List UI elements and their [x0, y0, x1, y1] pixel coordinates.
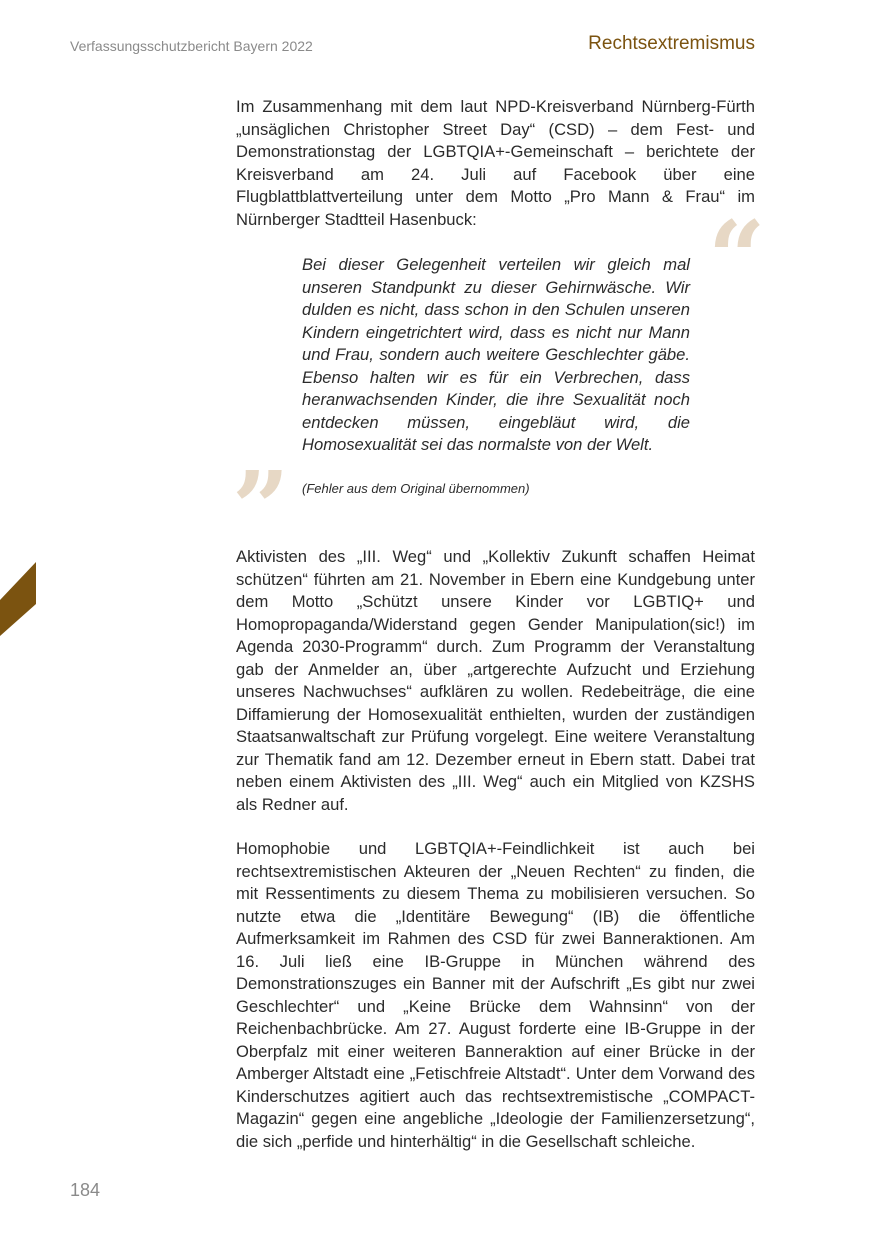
- quote-note: (Fehler aus dem Original übernommen): [302, 481, 530, 496]
- body-paragraph-1: Im Zusammenhang mit dem laut NPD-Kreisverband Nürnberg-Fürth „unsäglichen Christopher Street Day“ (CSD) – dem Fest- und Demonstrationstag der LGBTQIA+-Gemeinschaft – berichtete der Kreisverband am 24. Juli auf Facebook über eine Flugblattblattverteilung unter dem Motto „Pro Mann & Frau“ im Nürnberger Stadtteil Hasenbuck:: [236, 97, 755, 229]
- body-paragraph-3: Homophobie und LGBTQIA+-Feindlichkeit ist auch bei rechtsextremistischen Akteuren der „Neuen Rechten“ zu finden, die mit Ressentiments zu diesem Thema zu mobilisieren versuchen. So nutzte etwa die „Identitäre Bewegung“ (IB) die öffentliche Aufmerksamkeit im Rahmen des CSD für zwei Banneraktionen. Am 16. Juli ließ eine IB-Gruppe in München während des Demonstrationszuges ein Banner mit der Aufschrift „Es gibt nur zwei Geschlechter“ und „Keine Brücke dem Wahnsinn“ von der Reichenbachbrücke. Am 27. August forderte eine IB-Gruppe in der Oberpfalz mit einer weiteren Banneraktion auf einer Brücke in der Amberger Altstadt eine „Fetischfreie Altstadt“. Unter dem Vorwand des Kinderschutzes agitiert auch das rechtsextremistische „COMPACT-Magazin“ gegen eine angebliche „Ideologie der Familienzersetzung“, die sich „perfide und hinterhältig“ in die Gesellschaft schleiche.: [236, 839, 755, 1151]
- quote-close-mark: ”: [232, 449, 290, 567]
- chapter-side-marker: [0, 560, 36, 636]
- section-title: Rechtsextremismus: [588, 33, 755, 54]
- body-paragraph-2: Aktivisten des „III. Weg“ und „Kollektiv Zukunft schaffen Heimat schützen“ führten am 21. November in Ebern eine Kundgebung unter dem Motto „Schützt unsere Kinder vor LGBTIQ+ und Homopropaganda/Widerstand gegen Gender Manipulation(sic!) im Agenda 2030-Programm“ durch. Zum Programm der Veranstaltung gab der Anmelder an, über „artgerechte Aufzucht und Erziehung unseres Nachwuchses“ aufklären zu wollen. Redebeiträge, die eine Diffamierung der Homosexualität enthielten, wurden der zuständigen Staatsanwaltschaft zur Prüfung vorgelegt. Eine weitere Veranstaltung zur Thematik fand am 12. Dezember erneut in Ebern statt. Dabei trat neben einem Aktivisten des „III. Weg“ auch ein Mitglied von KZSHS als Redner auf.: [236, 547, 755, 814]
- block-quote: Bei dieser Gelegenheit verteilen wir gleich mal unseren Standpunkt zu dieser Gehirnwäsche. Wir dulden es nicht, dass schon in den Schulen unseren Kindern eingetrichtert wird, dass es nicht nur Mann und Frau, sondern auch weitere Geschlechter gäbe. Ebenso halten wir es für ein Verbrechen, dass heranwachsenden Kinder, die ihre Sexualität noch entdecken müssen, eingebläut wird, die Homosexualität sei das normalste von der Welt.: [302, 255, 690, 454]
- running-head: Verfassungsschutzbericht Bayern 2022: [70, 38, 313, 54]
- page-number: 184: [70, 1180, 101, 1200]
- quote-open-mark: “: [708, 199, 766, 317]
